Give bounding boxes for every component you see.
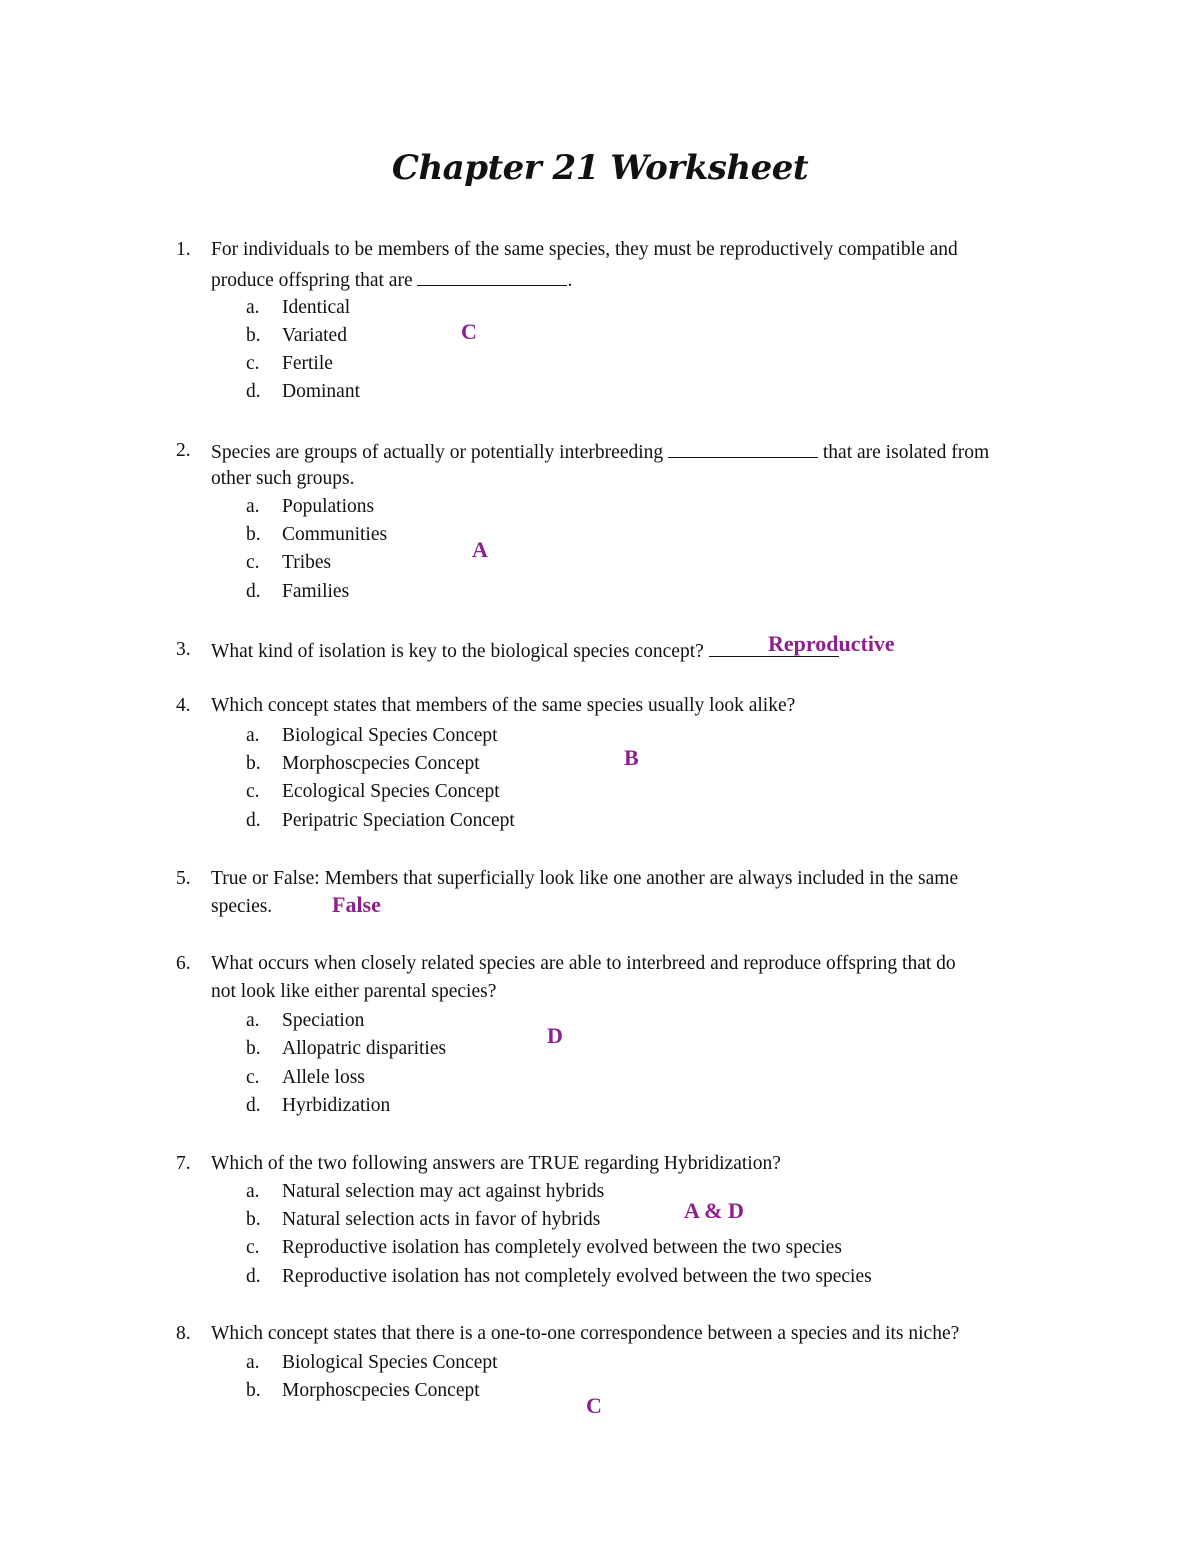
question-number: 6. <box>176 953 191 974</box>
handwritten-answer: B <box>624 745 639 770</box>
option-text: Tribes <box>282 552 332 573</box>
option-text: Biological Species Concept <box>282 725 498 746</box>
answer-blank <box>417 265 567 286</box>
option-text: Populations <box>282 496 375 517</box>
option-letter: c. <box>246 1237 260 1258</box>
option-letter: b. <box>246 1209 261 1230</box>
option-text: Hyrbidization <box>282 1095 391 1116</box>
option-letter: c. <box>246 353 260 374</box>
option-text: Families <box>282 581 350 602</box>
question-number: 5. <box>176 868 191 889</box>
handwritten-answer: C <box>461 319 477 344</box>
question-text: Which of the two following answers are TRUE regarding Hybridization? <box>211 1153 781 1174</box>
question-text-line2: not look like either parental species? <box>211 981 497 1002</box>
question-text: For individuals to be members of the same species, they must be reproductively compatible and <box>211 239 958 260</box>
question-text-line2: other such groups. <box>211 468 355 489</box>
handwritten-answer: False <box>332 892 381 917</box>
question-text: Which concept states that members of the same species usually look alike? <box>211 695 796 716</box>
question-text: True or False: Members that superficially look like one another are always included in the same <box>211 868 959 889</box>
option-text: Natural selection may act against hybrids <box>282 1181 605 1202</box>
question-text-line2 <box>211 265 572 295</box>
option-text: Peripatric Speciation Concept <box>282 810 515 831</box>
option-text: Variated <box>282 325 347 346</box>
option-text: Allopatric disparities <box>282 1038 447 1059</box>
question-number: 1. <box>176 239 191 260</box>
option-text: Morphoscpecies Concept <box>282 1380 480 1401</box>
question-text <box>211 437 989 467</box>
page-title: Chapter 21 Worksheet <box>391 148 809 188</box>
option-letter: b. <box>246 524 261 545</box>
option-letter: a. <box>246 1010 260 1031</box>
option-letter: b. <box>246 1038 261 1059</box>
option-letter: d. <box>246 1095 261 1116</box>
option-letter: d. <box>246 581 261 602</box>
option-text: Reproductive isolation has completely evolved between the two species <box>282 1237 842 1258</box>
option-letter: a. <box>246 496 260 517</box>
option-letter: d. <box>246 1266 261 1287</box>
question-text-part: produce offspring that are <box>211 270 418 291</box>
option-text: Fertile <box>282 353 333 374</box>
question-text: Which concept states that there is a one-to-one correspondence between a species and its niche? <box>211 1323 960 1344</box>
option-text: Identical <box>282 297 351 318</box>
option-letter: b. <box>246 325 261 346</box>
option-text: Speciation <box>282 1010 365 1031</box>
question-text <box>211 636 839 666</box>
question-text: What occurs when closely related species are able to interbreed and reproduce offspring that do <box>211 953 956 974</box>
question-text-part: Species are groups of actually or potentially interbreeding <box>211 442 669 463</box>
option-text: Reproductive isolation has not completely evolved between the two species <box>282 1266 872 1287</box>
handwritten-answer: D <box>547 1023 563 1048</box>
question-text-line2: species. <box>211 896 273 917</box>
question-number: 3. <box>176 639 191 660</box>
question-text-part: . <box>567 270 573 291</box>
option-letter: c. <box>246 781 260 802</box>
option-text: Ecological Species Concept <box>282 781 500 802</box>
question-text-part: that are isolated from <box>818 442 990 463</box>
option-letter: c. <box>246 552 260 573</box>
option-text: Morphoscpecies Concept <box>282 753 480 774</box>
option-letter: a. <box>246 297 260 318</box>
handwritten-answer: A & D <box>684 1198 744 1223</box>
option-letter: b. <box>246 753 261 774</box>
question-number: 7. <box>176 1153 191 1174</box>
option-text: Communities <box>282 524 388 545</box>
option-text: Dominant <box>282 381 360 402</box>
option-letter: d. <box>246 381 261 402</box>
option-text: Allele loss <box>282 1067 365 1088</box>
handwritten-answer: C <box>586 1393 602 1418</box>
option-letter: c. <box>246 1067 260 1088</box>
option-letter: a. <box>246 725 260 746</box>
option-letter: a. <box>246 1352 260 1373</box>
option-letter: d. <box>246 810 261 831</box>
question-text-part: What kind of isolation is key to the biological species concept? <box>211 641 709 662</box>
handwritten-answer: Reproductive <box>768 631 895 656</box>
answer-blank <box>668 437 818 458</box>
option-letter: b. <box>246 1380 261 1401</box>
option-text: Biological Species Concept <box>282 1352 498 1373</box>
question-number: 4. <box>176 695 191 716</box>
question-number: 8. <box>176 1323 191 1344</box>
handwritten-answer: A <box>472 537 488 562</box>
option-text: Natural selection acts in favor of hybrids <box>282 1209 601 1230</box>
option-letter: a. <box>246 1181 260 1202</box>
question-number: 2. <box>176 440 191 461</box>
